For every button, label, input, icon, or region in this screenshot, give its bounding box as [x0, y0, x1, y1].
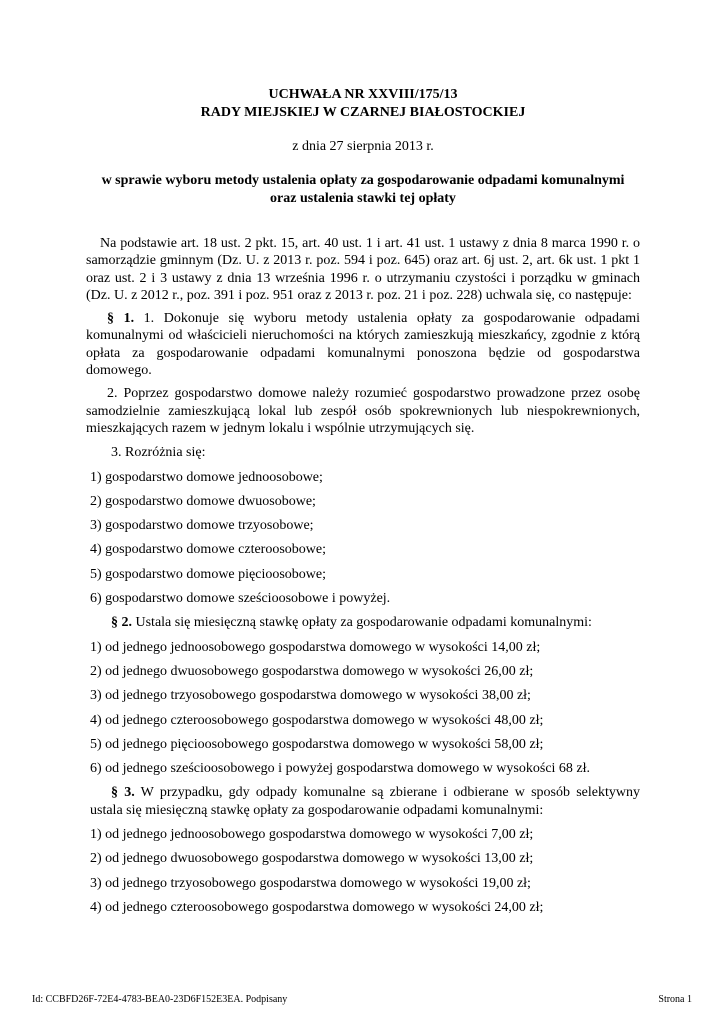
- legal-basis-paragraph: Na podstawie art. 18 ust. 2 pkt. 15, art. 40 ust. 1 i art. 41 ust. 1 ustawy z dnia 8 marca 1990 r. o samorządzie gminnym (Dz. U. z 2013 r. poz. 594 i poz. 645) oraz art. 6j ust. 2, art. 6k ust. 1 pkt 1 oraz ust. 2 i 3 ustawy z dnia 13 września 1996 r. o utrzymaniu czystości i porządku w gminach (Dz. U. z 2012 r., poz. 391 i poz. 951 oraz z 2013 r. poz. 21 i poz. 228) uchwala się, co następuje:: [86, 236, 640, 303]
- list-item: 3) gospodarstwo domowe trzyosobowe;: [90, 518, 314, 534]
- council-name: RADY MIEJSKIEJ W CZARNEJ BIAŁOSTOCKIEJ: [200, 105, 526, 120]
- list-item: 6) od jednego sześcioosobowego i powyżej gospodarstwa domowego w wysokości 68 zł.: [90, 761, 591, 777]
- list-item: 4) od jednego czteroosobowego gospodarstwa domowego w wysokości 24,00 zł;: [90, 899, 544, 915]
- section-1-label: § 1.: [107, 311, 135, 327]
- page-number: Strona 1: [658, 994, 692, 1005]
- list-item: 4) od jednego czteroosobowego gospodarstwa domowego w wysokości 48,00 zł;: [90, 712, 544, 728]
- list-item: 6) gospodarstwo domowe sześcioosobowe i powyżej.: [90, 591, 391, 607]
- section-1-paragraph-3: 3. Rozróżnia się:: [111, 445, 206, 461]
- section-2-paragraph: [90, 614, 640, 631]
- list-item: 2) od jednego dwuosobowego gospodarstwa domowego w wysokości 26,00 zł;: [90, 663, 534, 679]
- resolution-title: UCHWAŁA NR XXVIII/175/13: [268, 87, 458, 102]
- section-1-text: 1. Dokonuje się wyboru metody ustalenia opłaty za gospodarowanie odpadami komunalnymi od właścicieli nieruchomości na których zamieszkują mieszkańcy, zgodnie z którą opłata za gospodarowanie odpadami komunalnymi ponoszona będzie od gospodarstwa domowego.: [86, 311, 641, 379]
- list-item: 2) gospodarstwo domowe dwuosobowe;: [90, 493, 316, 509]
- subject-line-2: oraz ustalenia stawki tej opłaty: [270, 191, 456, 206]
- section-3-text: W przypadku, gdy odpady komunalne są zbierane i odbierane w sposób selektywny ustala się miesięczną stawkę opłaty za gospodarowanie odpadami komunalnymi:: [90, 785, 640, 818]
- section-3-paragraph: [90, 784, 640, 819]
- resolution-subject: [86, 172, 640, 208]
- section-1-paragraph-1: [86, 310, 640, 379]
- list-item: 2) od jednego dwuosobowego gospodarstwa domowego w wysokości 13,00 zł;: [90, 851, 534, 867]
- list-item: 3) od jednego trzyosobowego gospodarstwa domowego w wysokości 19,00 zł;: [90, 875, 531, 891]
- document-id-footer: Id: CCBFD26F-72E4-4783-BEA0-23D6F152E3EA. Podpisany: [32, 994, 288, 1005]
- resolution-date: z dnia 27 sierpnia 2013 r.: [292, 139, 434, 154]
- section-3-label: § 3.: [111, 785, 135, 801]
- list-item: 5) gospodarstwo domowe pięcioosobowe;: [90, 566, 327, 582]
- document-body: [86, 235, 640, 916]
- list-item: 4) gospodarstwo domowe czteroosobowe;: [90, 542, 327, 558]
- list-item: 3) od jednego trzyosobowego gospodarstwa domowego w wysokości 38,00 zł;: [90, 688, 531, 704]
- list-item: 1) od jednego jednoosobowego gospodarstwa domowego w wysokości 7,00 zł;: [90, 827, 534, 843]
- subject-line-1: w sprawie wyboru metody ustalenia opłaty za gospodarowanie odpadami komunalnymi: [101, 173, 625, 188]
- section-2-text: Ustala się miesięczną stawkę opłaty za gospodarowanie odpadami komunalnymi:: [132, 615, 592, 631]
- list-item: 5) od jednego pięcioosobowego gospodarstwa domowego w wysokości 58,00 zł;: [90, 736, 544, 752]
- list-item: 1) od jednego jednoosobowego gospodarstwa domowego w wysokości 14,00 zł;: [90, 639, 541, 655]
- list-item: 1) gospodarstwo domowe jednoosobowe;: [90, 469, 323, 485]
- section-2-label: § 2.: [111, 615, 132, 631]
- section-1-paragraph-2: 2. Poprzez gospodarstwo domowe należy rozumieć gospodarstwo prowadzone przez osobę samodzielnie zamieszkującą lokal lub zespół osób spokrewnionych lub niespokrewnionych, mieszkających razem w jednym lokalu i wspólnie utrzymujących się.: [86, 386, 640, 436]
